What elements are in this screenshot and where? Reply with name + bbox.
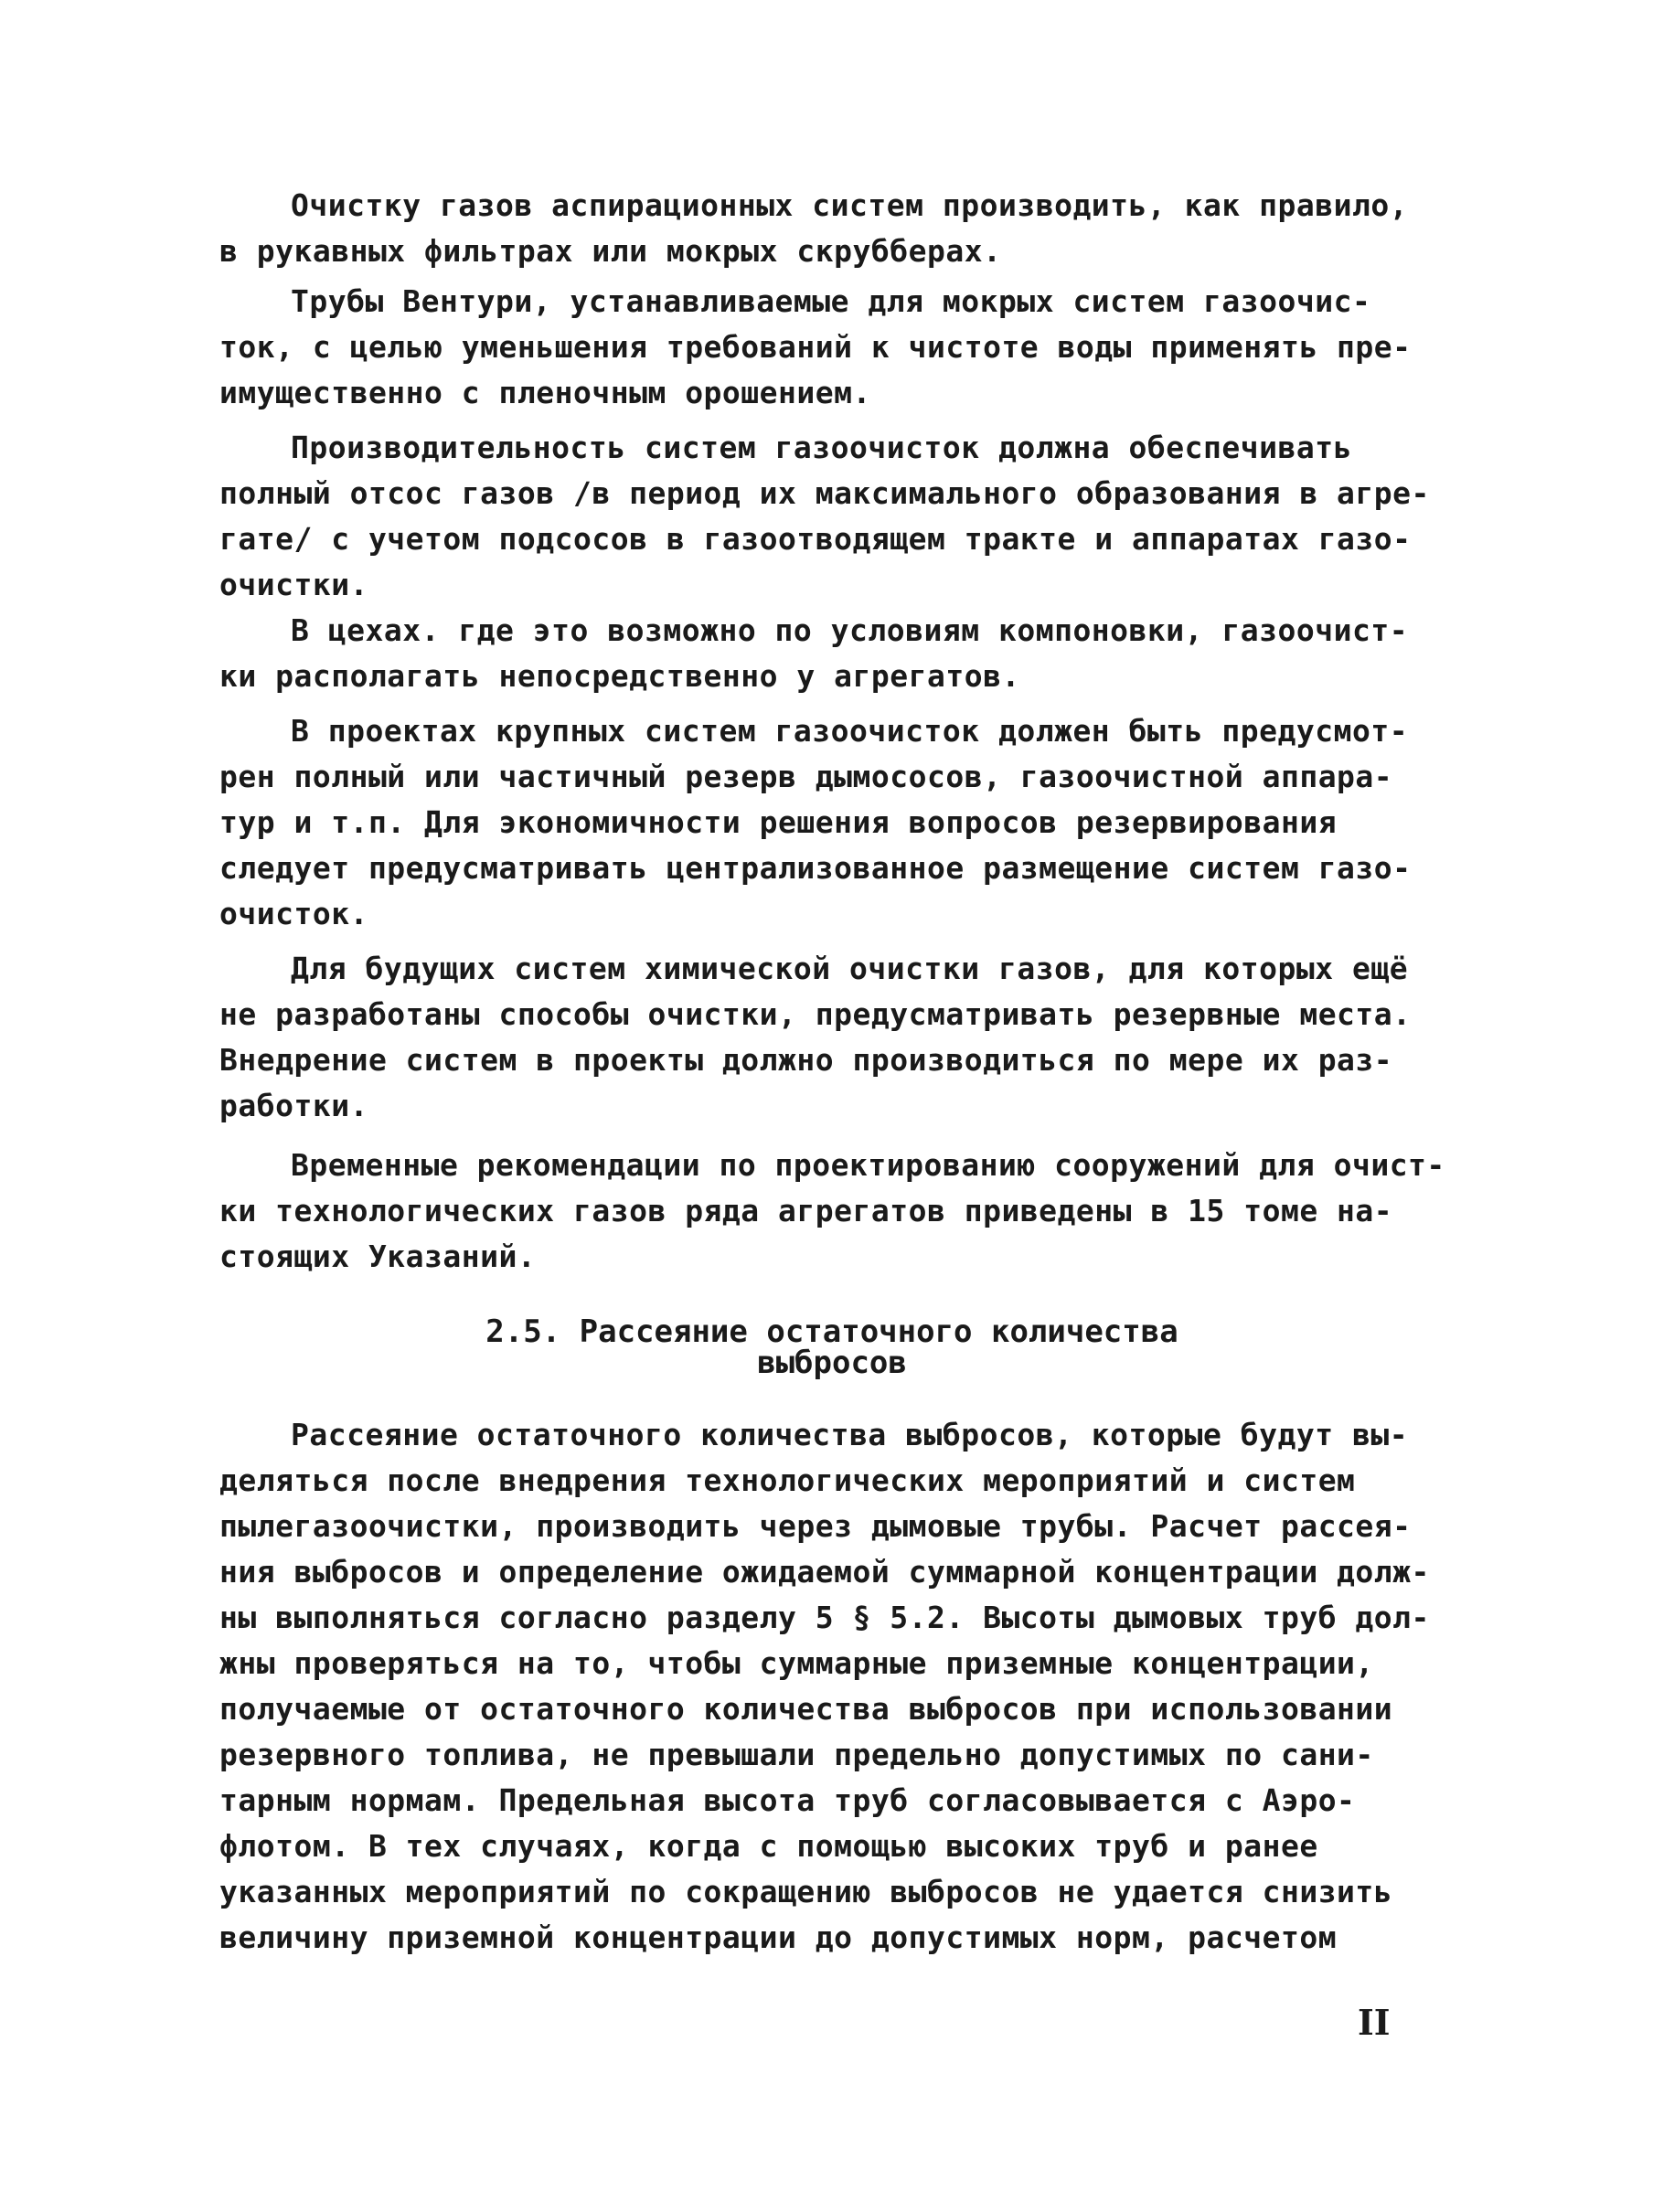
text-line: рен полный или частичный резерв дымососов, газоочистной аппара- <box>219 759 1393 794</box>
text-line: флотом. В тех случаях, когда с помощью высоких труб и ранее <box>219 1828 1318 1864</box>
text-line: Временные рекомендации по проектированию сооружений для очист- <box>291 1147 1445 1183</box>
text-line: очистки. <box>219 567 368 602</box>
text-line: получаемые от остаточного количества выбросов при использовании <box>219 1691 1393 1727</box>
text-line: очисток. <box>219 896 368 931</box>
text-line: Трубы Вентури, устанавливаемые для мокрых систем газоочис- <box>291 283 1371 319</box>
paragraph-7 <box>219 1143 1445 1280</box>
paragraph-1 <box>219 183 1445 274</box>
text-line: ны выполняться согласно разделу 5 § 5.2. Высоты дымовых труб дол- <box>219 1600 1430 1635</box>
text-line: полный отсос газов /в период их максимального образования в агре- <box>219 475 1430 511</box>
text-line: тарным нормам. Предельная высота труб согласовывается с Аэро- <box>219 1782 1356 1818</box>
text-line: деляться после внедрения технологических мероприятий и систем <box>219 1462 1356 1498</box>
text-line: тур и т.п. Для экономичности решения вопросов резервирования <box>219 804 1338 840</box>
text-line: Внедрение систем в проекты должно производиться по мере их раз- <box>219 1042 1393 1078</box>
text-line: ки технологических газов ряда агрегатов приведены в 15 томе на- <box>219 1193 1393 1228</box>
text-line: имущественно с пленочным орошением. <box>219 375 871 410</box>
text-line: Очистку газов аспирационных систем производить, как правило, <box>291 187 1409 223</box>
text-line: В проектах крупных систем газоочисток должен быть предусмот- <box>291 713 1409 749</box>
section-heading-line-1: 2.5. Рассеяние остаточного количества <box>485 1313 1178 1350</box>
paragraph-3 <box>219 425 1445 608</box>
text-line: пылегазоочистки, производить через дымовые трубы. Расчет рассея- <box>219 1508 1412 1544</box>
paragraph-6 <box>219 946 1445 1129</box>
text-line: работки. <box>219 1088 368 1123</box>
text-line: следует предусматривать централизованное размещение систем газо- <box>219 850 1412 886</box>
text-line: в рукавных фильтрах или мокрых скрубберах. <box>219 233 1002 269</box>
text-line: Для будущих систем химической очистки газов, для которых ещё <box>291 951 1409 986</box>
text-line: гате/ с учетом подсосов в газоотводящем тракте и аппаратах газо- <box>219 521 1412 557</box>
text-line: ки располагать непосредственно у агрегатов. <box>219 658 1020 694</box>
text-line: ния выбросов и определение ожидаемой суммарной концентрации долж- <box>219 1554 1430 1590</box>
text-line: величину приземной концентрации до допустимых норм, расчетом <box>219 1920 1338 1955</box>
text-line: Производительность систем газоочисток должна обеспечивать <box>291 430 1352 465</box>
paragraph-5 <box>219 708 1445 937</box>
section-heading <box>219 1313 1445 1381</box>
paragraph-4 <box>219 608 1445 699</box>
paragraph-final <box>219 1412 1445 1961</box>
text-line: В цехах. где это возможно по условиям компоновки, газоочист- <box>291 612 1409 648</box>
section-heading-line-2: выбросов <box>757 1345 907 1381</box>
text-line: жны проверяться на то, чтобы суммарные приземные концентрации, <box>219 1645 1374 1681</box>
text-line: ток, с целью уменьшения требований к чистоте воды применять пре- <box>219 329 1412 365</box>
text-line: стоящих Указаний. <box>219 1239 537 1274</box>
text-line: резервного топлива, не превышали предельно допустимых по сани- <box>219 1737 1374 1772</box>
page-number: II <box>1358 2002 1391 2043</box>
text-line: указанных мероприятий по сокращению выбросов не удается снизить <box>219 1874 1393 1909</box>
text-line: Рассеяние остаточного количества выбросов, которые будут вы- <box>291 1417 1409 1452</box>
paragraph-2 <box>219 279 1445 416</box>
text-line: не разработаны способы очистки, предусматривать резервные места. <box>219 996 1412 1032</box>
